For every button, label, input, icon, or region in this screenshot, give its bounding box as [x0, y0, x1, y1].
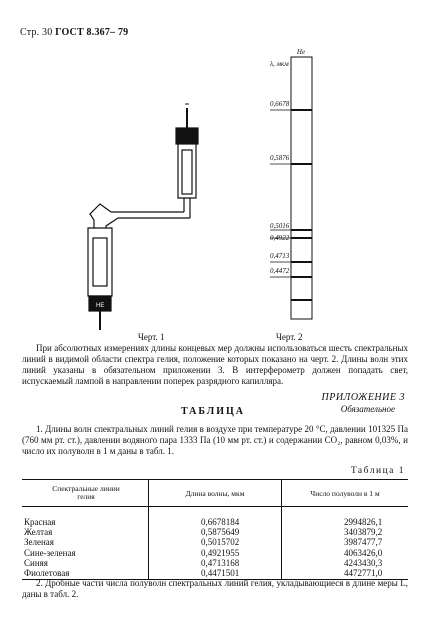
line-label-yellow: 0,5876: [270, 154, 290, 162]
figure-1-caption: Черт. 1: [138, 332, 165, 342]
spectrum-element: He: [296, 48, 306, 56]
column-header-line: Спектральные линии гелия: [22, 480, 149, 507]
spectrum-axis-label: λ, мкм: [270, 60, 289, 68]
table-row: Сине-зеленая 0,4921955 4063426,0: [22, 548, 408, 558]
lamp-top-cap: [176, 128, 198, 144]
paragraph-fractional-parts: 2. Дробные части числа полуволн спектральных линий гелия, укладывающиеся в длине меры L, даны в табл. 2.: [22, 578, 408, 599]
line-label-violet: 0,4472: [270, 267, 290, 275]
table-row: Красная 0,6678184 2994826,1: [22, 507, 408, 528]
wavelength-table: [22, 479, 408, 580]
standard-code: ГОСТ 8.367– 79: [55, 27, 129, 38]
column-header-halfwaves: Число полуволн в 1 м: [282, 480, 409, 507]
paragraph-measurement: При абсолютных измерениях длины концевых мер должны использоваться шесть спектральных линий в видимой области спектра гелия, положение которых показано на черт. 2. Длины волн этих линий указаны в обязательном приложении 3. В интерферометр должен попадать свет, испускаемый лампой в направлении поперек разрядного капилляра.: [22, 343, 408, 386]
line-label-bluegreen: 0,4922: [270, 234, 290, 242]
line-label-green: 0,5016: [270, 222, 290, 230]
section-heading: ТАБЛИЦА: [181, 406, 245, 417]
helium-lamp-drawing: [88, 104, 198, 330]
page-number: Стр. 30: [20, 27, 53, 38]
appendix-note: Обязательное: [340, 404, 395, 414]
figure-2-caption: Черт. 2: [276, 332, 303, 342]
table-header-row: [22, 480, 408, 507]
table-row: Зеленая 0,5015702 3987477,7: [22, 537, 408, 547]
table-row: Желтая 0,5875649 3403879,2: [22, 527, 408, 537]
line-label-blue: 0,4713: [270, 252, 290, 260]
line-label-red: 0,6678: [270, 100, 290, 108]
appendix-title: ПРИЛОЖЕНИЕ 3: [321, 392, 405, 403]
paragraph-conditions: 1. Длины волн спектральных линий гелия в воздухе при температуре 20 °С, давлении 101325 Па (760 мм рт. ст.), давлении водяного пара 1333 Па (10 мм рт. ст.) и содержании CO₂, равном 0,03%, и число их полуволн в 1 м даны в табл. 1.: [22, 424, 408, 456]
table-label: Таблица 1: [350, 466, 405, 476]
lamp-label: НЕ: [96, 303, 105, 309]
table-row: Фиолетовая 0,4471501 4472771,0: [22, 568, 408, 580]
column-header-wavelength: Длина волны, мкм: [149, 480, 282, 507]
spectrum-strip: [270, 57, 312, 319]
table-row: Синяя 0,4713168 4243430,3: [22, 558, 408, 568]
